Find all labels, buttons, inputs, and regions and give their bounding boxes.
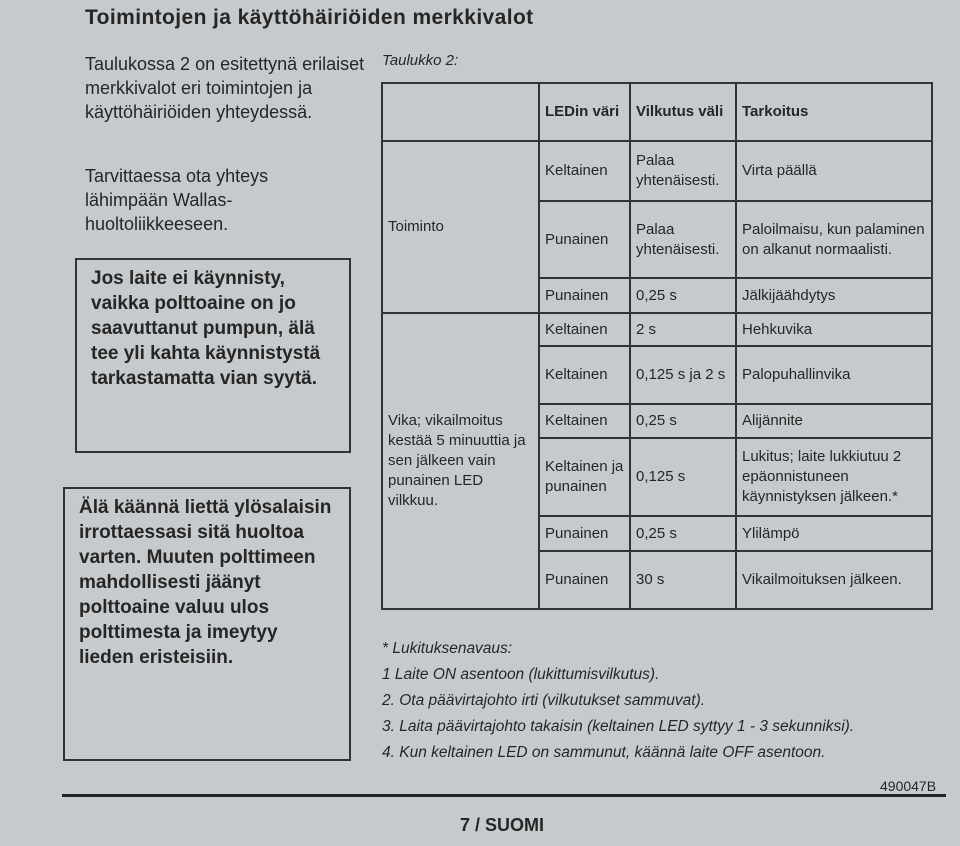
cell: Keltainen xyxy=(539,346,630,404)
note-step: 1 Laite ON asentoon (lukittumisvilkutus). xyxy=(382,666,660,683)
header-interval: Vilkutus väli xyxy=(630,83,736,141)
cell: Virta päällä xyxy=(736,141,932,201)
cell: Jälkijäähdytys xyxy=(736,278,932,313)
cell: 30 s xyxy=(630,551,736,609)
cell: Vikailmoituksen jälkeen. xyxy=(736,551,932,609)
cell: 2 s xyxy=(630,313,736,346)
header-led-color: LEDin väri xyxy=(539,83,630,141)
warning-box-start: Jos laite ei käynnisty, vaikka polttoaine on jo saavuttanut pumpun, älä tee yli kahta käynnistystä tarkastamatta vian syytä. xyxy=(75,258,351,453)
cell: Punainen xyxy=(539,551,630,609)
table-caption: Taulukko 2: xyxy=(382,52,459,69)
cell: Ylilämpö xyxy=(736,516,932,551)
table-row xyxy=(382,141,932,201)
cell: Keltainen xyxy=(539,313,630,346)
cell: Keltainen xyxy=(539,141,630,201)
led-table xyxy=(381,82,933,610)
cell: Palopuhallinvika xyxy=(736,346,932,404)
document-code: 490047B xyxy=(880,778,937,794)
page-title: Toimintojen ja käyttöhäiriöiden merkkivalot xyxy=(85,6,534,29)
cell: 0,25 s xyxy=(630,278,736,313)
cell: Hehkuvika xyxy=(736,313,932,346)
warning-box-flip: Älä käännä liettä ylösalaisin irrottaessasi sitä huoltoa varten. Muuten polttimeen mahdollisesti jäänyt polttoaine valuu ulos polttimesta ja imeytyy lieden eristeisiin. xyxy=(63,487,351,761)
cell: Palaa yhtenäisesti. xyxy=(630,201,736,278)
note-step: 4. Kun keltainen LED on sammunut, käännä laite OFF asentoon. xyxy=(382,744,826,761)
cell: Punainen xyxy=(539,201,630,278)
cell: Palaa yhtenäisesti. xyxy=(630,141,736,201)
cell: Paloilmaisu, kun palaminen on alkanut normaalisti. xyxy=(736,201,932,278)
table-row xyxy=(382,313,932,346)
cell: 0,125 s xyxy=(630,438,736,516)
header-purpose: Tarkoitus xyxy=(736,83,932,141)
cell: 0,25 s xyxy=(630,404,736,438)
intro-text: Taulukossa 2 on esitettynä erilaiset merkkivalot eri toimintojen ja käyttöhäiriöiden yhteydessä. xyxy=(85,54,365,122)
header-cell xyxy=(382,83,539,141)
table-header xyxy=(382,83,932,141)
note-step: 3. Laita päävirtajohto takaisin (keltainen LED syttyy 1 - 3 sekunniksi). xyxy=(382,718,855,735)
cell: Keltainen xyxy=(539,404,630,438)
note-step: 2. Ota päävirtajohto irti (vilkutukset sammuvat). xyxy=(382,692,706,709)
group-fault: Vika; vikailmoitus kestää 5 minuuttia ja sen jälkeen vain punainen LED vilkkuu. xyxy=(382,313,539,609)
unlock-notes xyxy=(382,636,854,766)
cell: Punainen xyxy=(539,278,630,313)
contact-text: Tarvittaessa ota yhteys lähimpään Wallas-huoltoliikkeeseen. xyxy=(85,166,269,234)
cell: 0,25 s xyxy=(630,516,736,551)
notes-heading: * Lukituksenavaus: xyxy=(382,640,513,657)
cell: Alijännite xyxy=(736,404,932,438)
cell: Punainen xyxy=(539,516,630,551)
group-operation: Toiminto xyxy=(382,141,539,313)
cell: 0,125 s ja 2 s xyxy=(630,346,736,404)
page-number: 7 / SUOMI xyxy=(460,815,545,835)
cell: Keltainen ja punainen xyxy=(539,438,630,516)
cell: Lukitus; laite lukkiutuu 2 epäonnistuneen käynnistyksen jälkeen.* xyxy=(736,438,932,516)
footer-rule xyxy=(62,794,946,797)
